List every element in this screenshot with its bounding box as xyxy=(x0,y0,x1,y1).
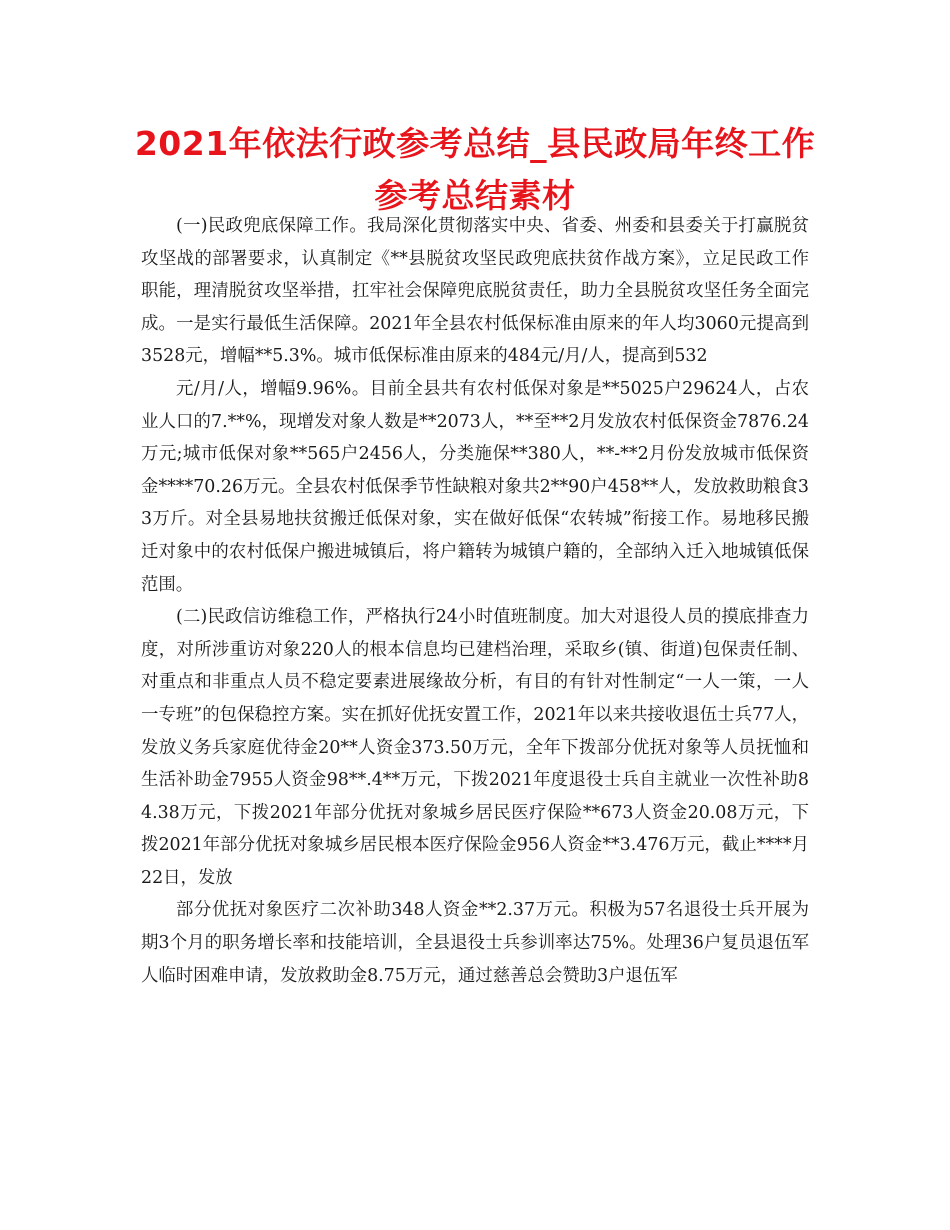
document-title: 2021年依法行政参考总结_县民政局年终工作参考总结素材 xyxy=(134,124,816,215)
paragraph-2: 元/月/人，增幅9.96%。目前全县共有农村低保对象是**5025户29624人，占农业人口的7.**%，现增发对象人数是**2073人，**至**2月发放农村低保资金7876.24万元;城市低保对象**565户2456人，分类施保**380人，**-**2月份发放城市低保资金****70.26万元。全县农村低保季节性缺粮对象共2**90户458**人，发放救助粮食33万斤。对全县易地扶贫搬迁低保对象，实在做好低保“农转城”衔接工作。易地移民搬迁对象中的农村低保户搬进城镇后，将户籍转为城镇户籍的，全部纳入迁入地城镇低保范围。 xyxy=(141,378,809,595)
document-body xyxy=(141,210,809,992)
paragraph-4: 部分优抚对象医疗二次补助348人资金**2.37万元。积极为57名退役士兵开展为期3个月的职务增长率和技能培训，全县退役士兵参训率达75%。处理36户复员退伍军人临时困难申请，发放救助金8.75万元，通过慈善总会赞助3户退伍军 xyxy=(141,900,809,986)
paragraph-1: (一)民政兜底保障工作。我局深化贯彻落实中央、省委、州委和县委关于打赢脱贫攻坚战的部署要求，认真制定《**县脱贫攻坚民政兜底扶贫作战方案》，立足民政工作职能，理清脱贫攻坚举措，扛牢社会保障兜底脱贫责任，助力全县脱贫攻坚任务全面完成。一是实行最低生活保障。2021年全县农村低保标准由原来的年人均3060元提高到3528元，增幅**5.3%。城市低保标准由原来的484元/月/人，提高到532 xyxy=(141,216,809,367)
paragraph-3: (二)民政信访维稳工作，严格执行24小时值班制度。加大对退役人员的摸底排查力度，对所涉重访对象220人的根本信息均已建档治理，采取乡(镇、街道)包保责任制、对重点和非重点人员不稳定要素进展缘故分析，有目的有针对性制定“一人一策，一人一专班”的包保稳控方案。实在抓好优抚安置工作，2021年以来共接收退伍士兵77人，发放义务兵家庭优待金20**人资金373.50万元，全年下拨部分优抚对象等人员抚恤和生活补助金7955人资金98**.4**万元，下拨2021年度退役士兵自主就业一次性补助84.38万元，下拨2021年部分优抚对象城乡居民医疗保险**673人资金20.08万元，下拨2021年部分优抚对象城乡居民根本医疗保险金956人资金**3.476万元，截止****月22日，发放 xyxy=(141,607,809,888)
